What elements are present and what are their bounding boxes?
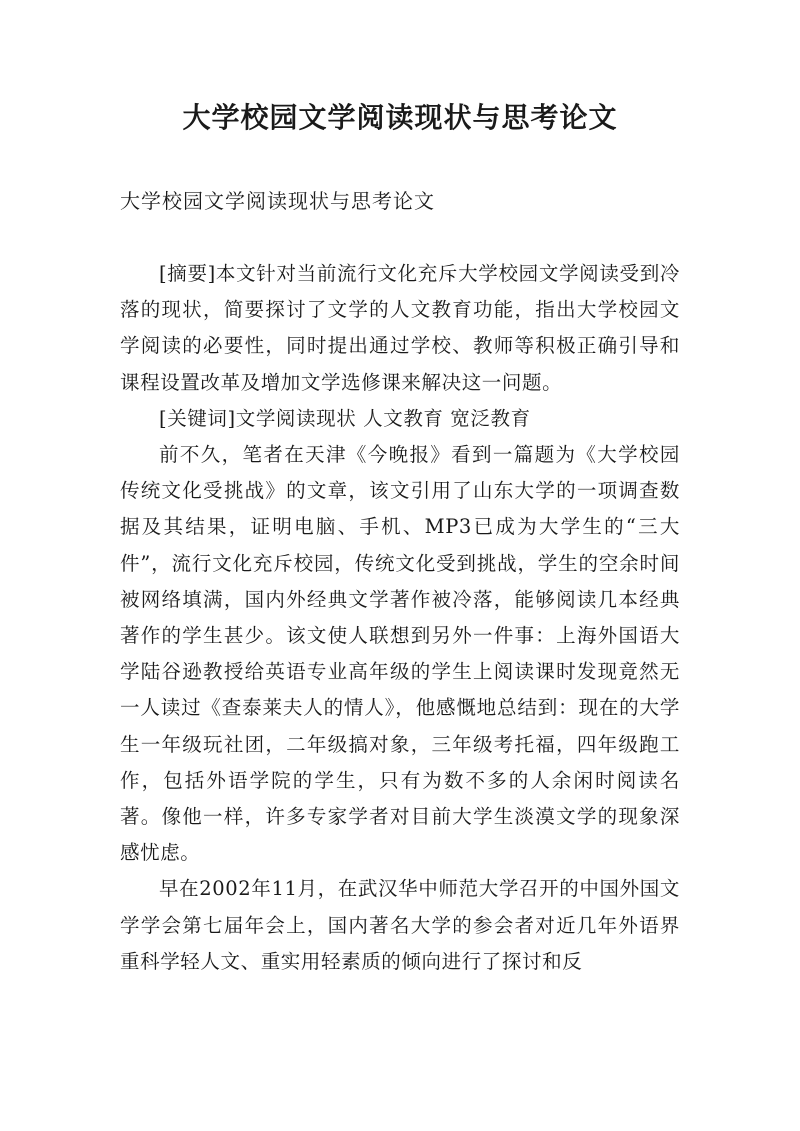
document-title: 大学校园文学阅读现状与思考论文 — [182, 101, 618, 134]
abstract-paragraph: [摘要]本文针对当前流行文化充斥大学校园文学阅读受到冷落的现状，简要探讨了文学的人文教育功能，指出大学校园文学阅读的必要性，同时提出通过学校、教师等积极正确引导和课程设置改革及增加文学选修课来解决这一问题。 — [120, 262, 680, 394]
document-subtitle: 大学校园文学阅读现状与思考论文 — [120, 189, 435, 213]
document-body — [120, 256, 680, 980]
keywords-paragraph: [关键词]文学阅读现状 人文教育 宽泛教育 — [159, 406, 531, 430]
body-paragraph: 早在2002年11月，在武汉华中师范大学召开的中国外国文学学会第七届年会上，国内著名大学的参会者对近几年外语界重科学轻人文、重实用轻素质的倾向进行了探讨和反 — [120, 877, 680, 973]
body-paragraph: 前不久，笔者在天津《今晚报》看到一篇题为《大学校园传统文化受挑战》的文章，该文引用了山东大学的一项调查数据及其结果，证明电脑、手机、MP3已成为大学生的“三大件”，流行文化充斥校园，传统文化受到挑战，学生的空余时间被网络填满，国内外经典文学著作被冷落，能够阅读几本经典著作的学生甚少。该文使人联想到另外一件事：上海外国语大学陆谷逊教授给英语专业高年级的学生上阅读课时发现竟然无一人读过《查泰莱夫人的情人》，他感慨地总结到：现在的大学生一年级玩社团，二年级搞对象，三年级考托福，四年级跑工作，包括外语学院的学生，只有为数不多的人余闲时阅读名著。像他一样，许多专家学者对目前大学生淡漠文学的现象深感忧虑。 — [120, 443, 680, 865]
